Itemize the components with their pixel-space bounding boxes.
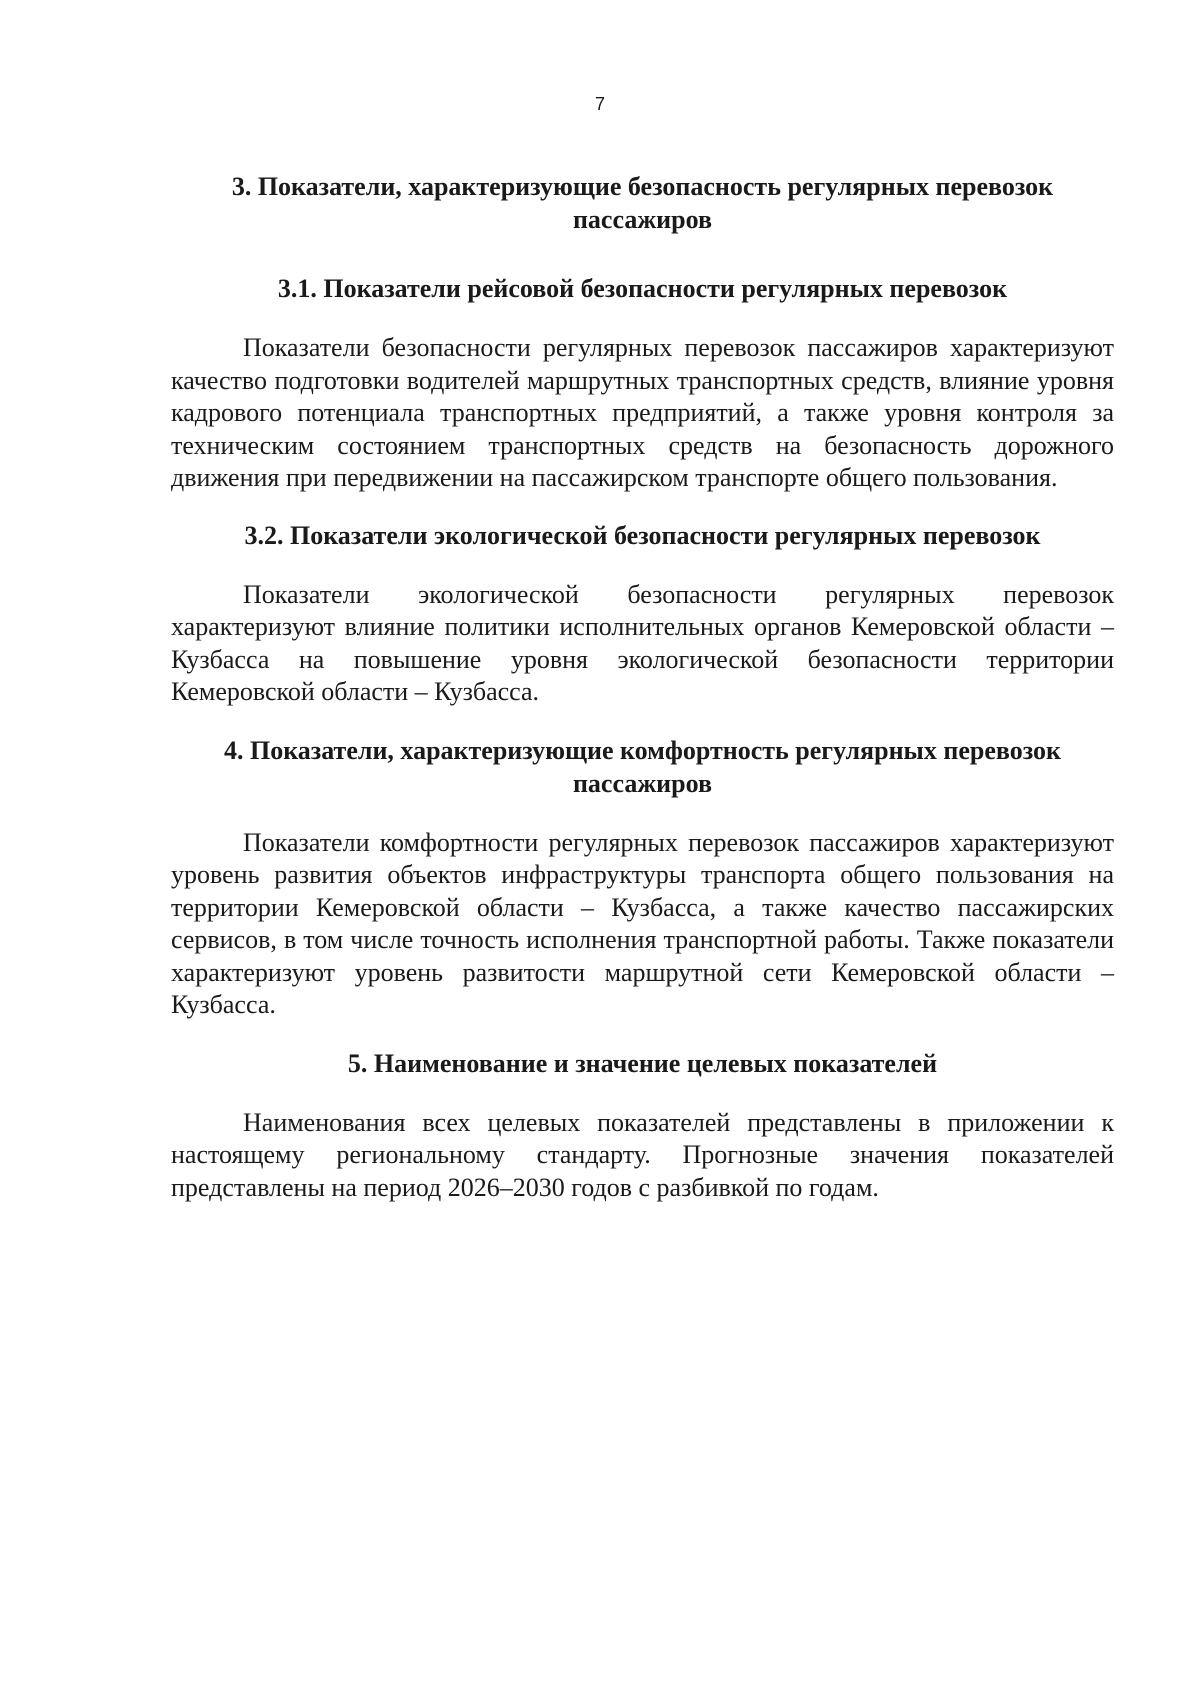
section-4-heading: 4. Показатели, характеризующие комфортность регулярных перевозок пассажиров <box>223 735 1062 798</box>
page-number: 7 <box>594 94 605 114</box>
section-3-2-paragraph: Показатели экологической безопасности регулярных перевозок характеризуют влияние политики исполнительных органов Кемеровской области – Кузбасса на повышение уровня экологической безопасности территории Кемеровской области – Кузбасса. <box>171 579 1114 706</box>
document-body <box>171 170 1114 1204</box>
section-3-1-paragraph: Показатели безопасности регулярных перевозок пассажиров характеризуют качество подготовки водителей маршрутных транспортных средств, влияние уровня кадрового потенциала транспортных предприятий, а также уровня контроля за техническим состоянием транспортных средств на безопасность дорожного движения при передвижении на пассажирском транспорте общего пользования. <box>171 333 1114 492</box>
section-5-heading: 5. Наименование и значение целевых показателей <box>347 1048 938 1078</box>
section-3-heading: 3. Показатели, характеризующие безопасность регулярных перевозок пассажиров <box>231 172 1054 234</box>
section-3-2-heading: 3.2. Показатели экологической безопасности регулярных перевозок <box>244 520 1041 550</box>
section-5-paragraph: Наименования всех целевых показателей представлены в приложении к настоящему региональному стандарту. Прогнозные значения показателей представлены на период 2026–2030 годов с разбивкой по годам. <box>171 1107 1114 1202</box>
section-3-1-heading: 3.1. Показатели рейсовой безопасности регулярных перевозок <box>277 274 1008 303</box>
section-4-paragraph: Показатели комфортности регулярных перевозок пассажиров характеризуют уровень развития объектов инфраструктуры транспорта общего пользования на территории Кемеровской области – Кузбасса, а также качество пассажирских сервисов, в том числе точность исполнения транспортной работы. Также показатели характеризуют уровень развитости маршрутной сети Кемеровской области – Кузбасса. <box>171 827 1114 1019</box>
